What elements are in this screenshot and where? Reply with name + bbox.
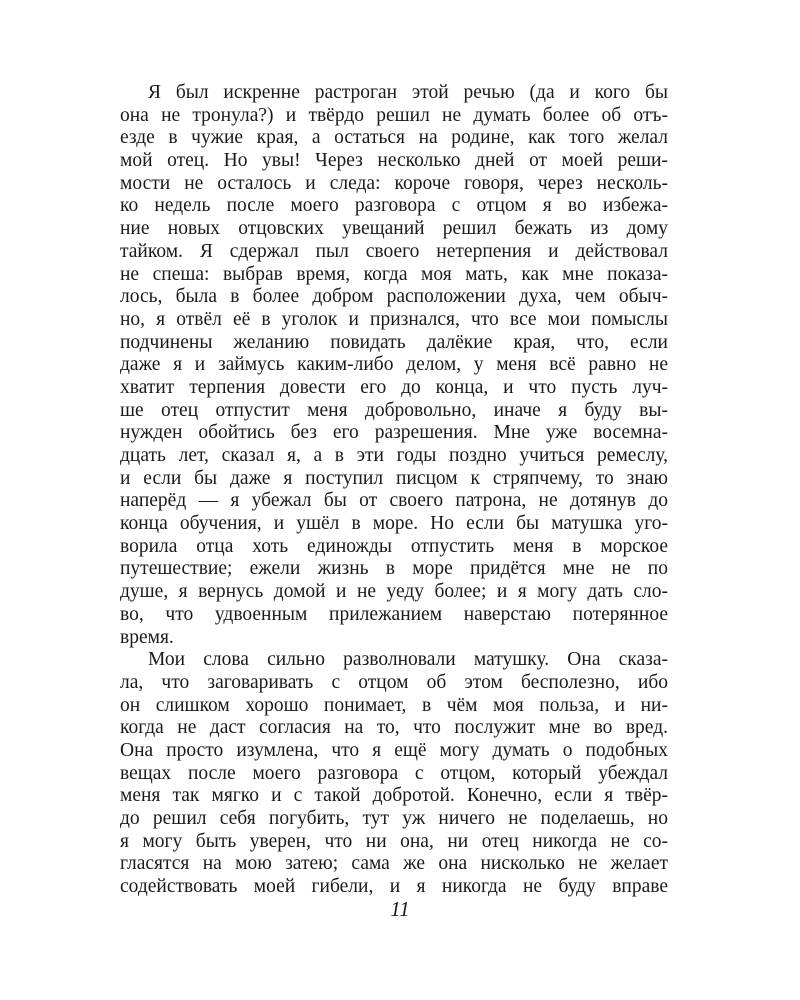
text-line: даже я и займусь каким-либо делом, у меня всё равно не [120, 354, 668, 376]
text-line: ние новых отцовских увещаний решил бежать из дому [120, 218, 668, 240]
text-line: лось, была в более добром расположении духа, чем обыч- [120, 286, 668, 308]
text-line: вещах после моего разговора с отцом, который убеждал [120, 762, 668, 784]
text-line: содействовать моей гибели, и я никогда не буду вправе [120, 876, 668, 898]
text-line: гласятся на мою затею; сама же она нисколько не желает [120, 853, 668, 875]
text-line: Я был искренне растроган этой речью (да и кого бы [148, 82, 668, 103]
text-line: меня так мягко и с такой добротой. Конечно, если я твёр- [120, 785, 668, 807]
text-line: тайком. Я сдержал пыл своего нетерпения и действовал [120, 240, 668, 262]
text-line: хватит терпения довести его до конца, и что пусть луч- [120, 376, 668, 398]
paragraph-2 [120, 649, 668, 899]
text-line: он слишком хорошо понимает, в чём моя польза, и ни- [120, 694, 668, 716]
text-line: Она просто изумлена, что я ещё могу думать о подобных [120, 739, 668, 761]
text-line: ше отец отпустит меня добровольно, иначе я буду вы- [120, 399, 668, 421]
page-body [120, 82, 668, 899]
text-line: мой отец. Но увы! Через несколько дней от моей реши- [120, 150, 668, 172]
text-line: во, что удвоенным прилежанием наверстаю потерянное [120, 603, 668, 625]
text-line: ворила отца хоть единожды отпустить меня в морское [120, 535, 668, 557]
text-line: время. [120, 626, 174, 648]
text-line: но, я отвёл её в уголок и признался, что все мои помыслы [120, 308, 668, 330]
text-line: душе, я вернусь домой и не уеду более; и я могу дать сло- [120, 581, 668, 603]
text-line: и если бы даже я поступил писцом к стряпчему, то знаю [120, 467, 668, 489]
text-line: путешествие; ежели жизнь в море придётся мне не по [120, 558, 668, 580]
text-line: она не тронула?) и твёрдо решил не думать более об отъ- [120, 104, 668, 126]
text-line: когда не даст согласия на то, что послужит мне во вред. [120, 717, 668, 739]
text-line: подчинены желанию повидать далёкие края, что, если [120, 331, 668, 353]
text-line: ла, что заговаривать с отцом об этом бесполезно, ибо [120, 671, 668, 693]
text-line: дцать лет, сказал я, а в эти годы поздно учиться ремеслу, [120, 445, 668, 466]
text-line: езде в чужие края, а остаться на родине, как того желал [120, 127, 668, 149]
text-line: ко недель после моего разговора с отцом я во избежа- [120, 195, 668, 217]
text-line: нужден обойтись без его разрешения. Мне уже восемна- [120, 422, 668, 444]
text-line: конца обучения, и ушёл в море. Но если бы матушка уго- [120, 513, 668, 535]
page-number: 11 [390, 897, 410, 921]
paragraph-1 [120, 82, 668, 649]
text-line: наперёд — я убежал бы от своего патрона, не дотянув до [120, 490, 668, 512]
text-line: не спеша: выбрав время, когда моя мать, как мне показа- [120, 263, 668, 285]
text-line: мости не осталось и следа: короче говоря, через несколь- [120, 172, 668, 194]
text-line: до решил себя погубить, тут уж ничего не поделаешь, но [120, 808, 668, 829]
text-line: Мои слова сильно разволновали матушку. Она сказа- [148, 649, 668, 671]
text-line: я могу быть уверен, что ни она, ни отец никогда не со- [120, 830, 668, 852]
